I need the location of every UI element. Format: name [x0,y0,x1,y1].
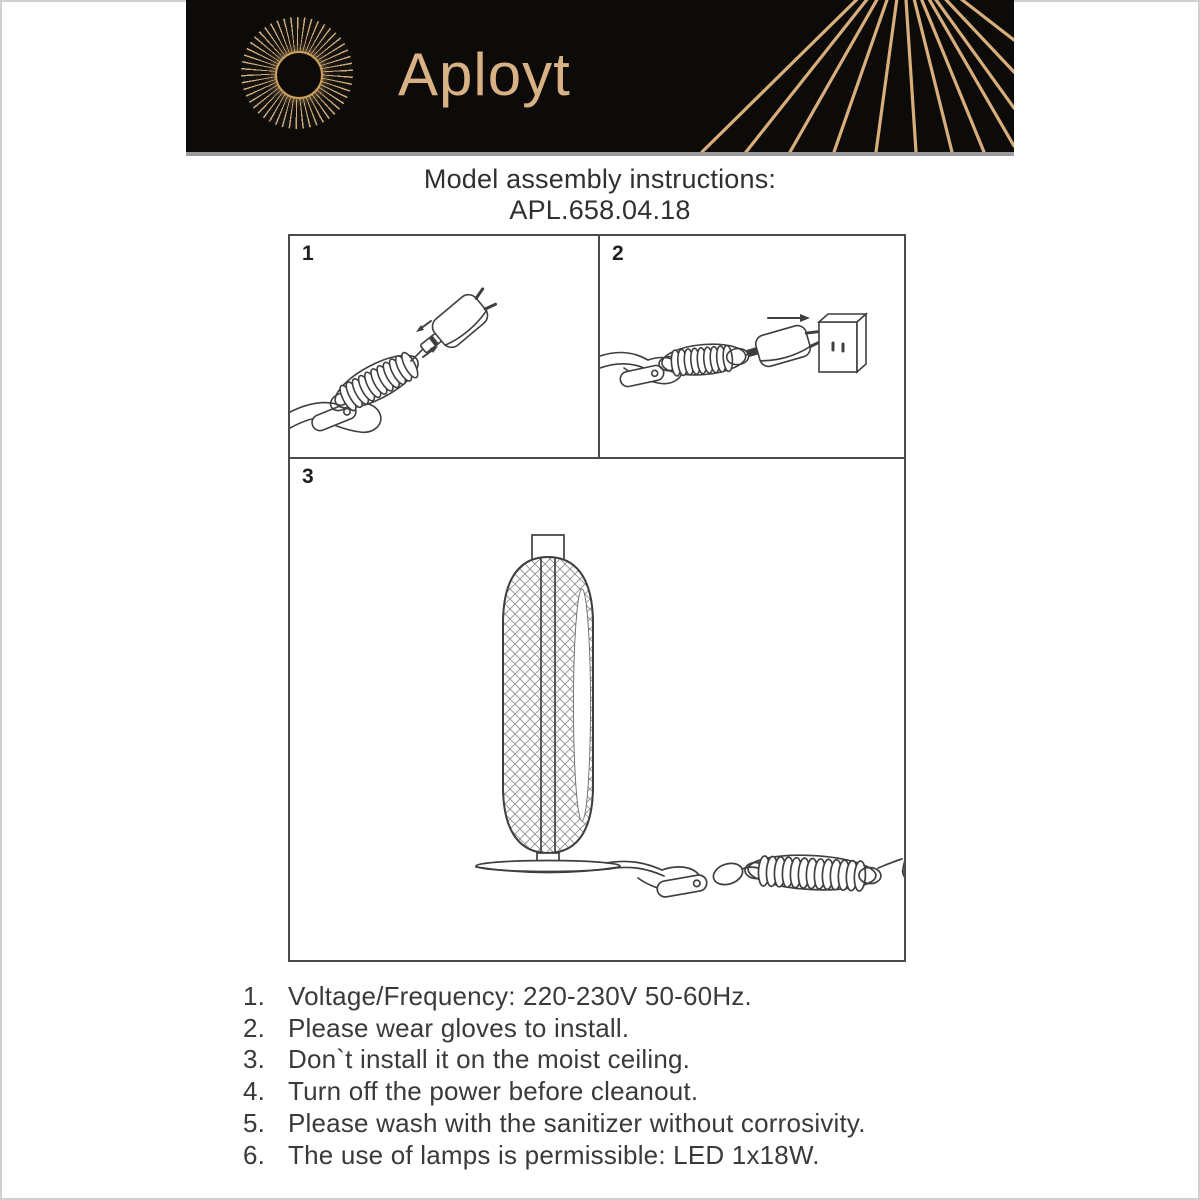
item-text: Don`t install it on the moist ceiling. [288,1044,691,1075]
step-panel-1 [290,236,600,459]
step-number: 2 [612,242,624,265]
title-block [0,164,1200,226]
step-panel-2 [600,236,904,459]
item-number: 2. [243,1012,266,1043]
step-number: 1 [302,242,314,265]
instruction-list [243,981,1003,1171]
item-number: 1. [243,981,266,1011]
sunrays-icon [684,0,1014,152]
item-text: Turn off the power before cleanout. [288,1076,699,1107]
item-number: 4. [243,1076,266,1107]
list-item [243,1108,1003,1140]
list-item [243,1140,1003,1172]
assembled-table-lamp-with-cord-illustration [290,459,904,960]
brand-name: Aployt [398,41,571,108]
brand-banner [186,0,1014,152]
model-number: APL.658.04.18 [509,195,691,225]
item-number: 6. [243,1139,266,1170]
assembly-figure [288,234,906,962]
list-item [243,1076,1003,1108]
item-number: 3. [243,1044,266,1075]
step-panel-3 [290,459,904,960]
banner-underline [186,152,1014,156]
page-title: Model assembly instructions: [423,164,777,194]
item-text: Please wash with the sanitizer without corrosivity. [288,1107,866,1138]
starburst-core [275,51,323,99]
item-text: The use of lamps is permissible: LED 1x18W. [288,1139,820,1170]
list-item [243,1044,1003,1076]
list-item [243,981,1003,1013]
item-number: 5. [243,1107,266,1138]
list-item [243,1013,1003,1045]
item-text: Voltage/Frequency: 220-230V 50-60Hz. [288,981,752,1011]
step-number: 3 [302,465,314,488]
plug-adapter-into-socket-illustration [600,236,904,455]
item-text: Please wear gloves to install. [288,1012,630,1043]
connect-adapter-to-cord-illustration [290,236,598,455]
